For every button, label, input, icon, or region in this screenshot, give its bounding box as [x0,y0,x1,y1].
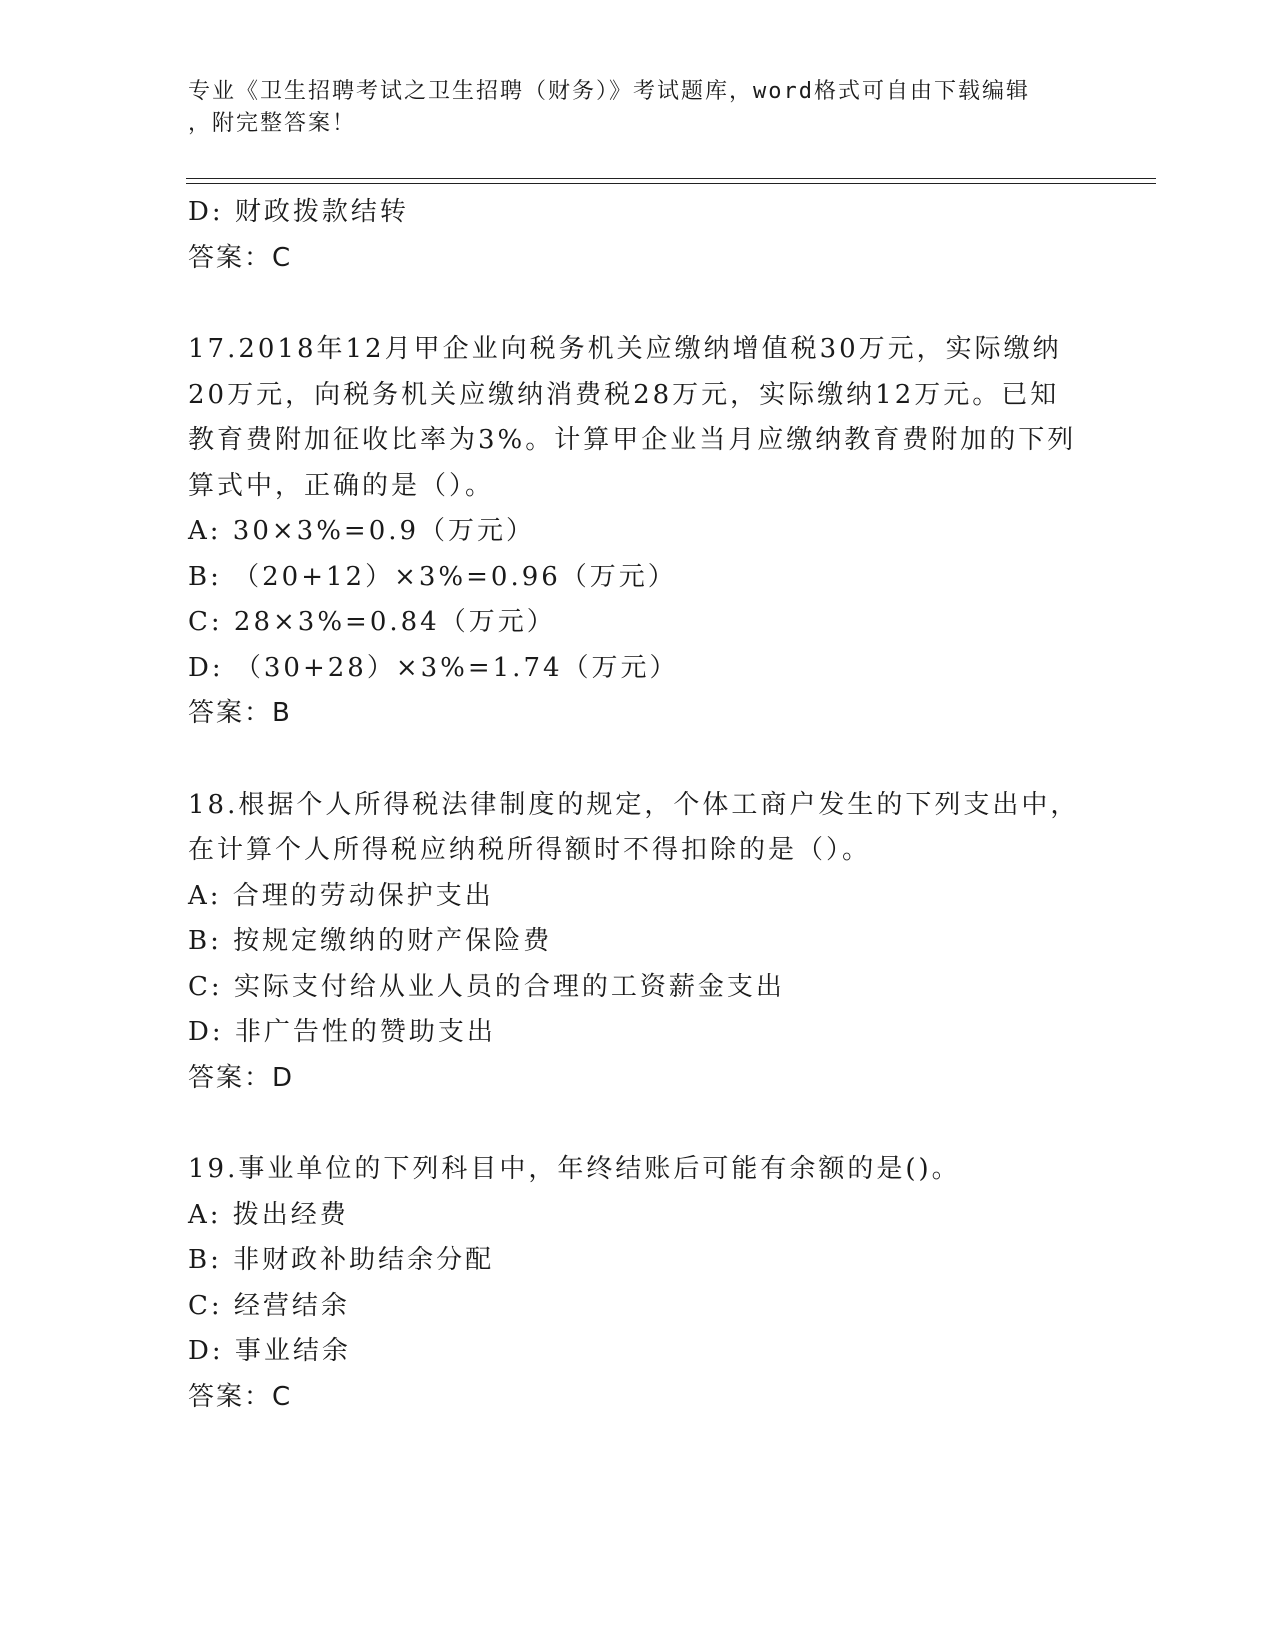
question-19 [188,1147,1088,1420]
option-b: B: 按规定缴纳的财产保险费 [188,926,553,956]
option-c: C: 实际支付给从业人员的合理的工资薪金支出 [188,971,785,1002]
option-a: A: 拨出经费 [188,1199,349,1230]
spacer [188,281,1088,327]
question-18 [188,783,1088,1102]
option-c: C: 经营结余 [188,1290,350,1321]
document-header [188,76,1068,140]
option-a: A: 30×3%=0.9（万元） [188,516,536,546]
question-stem-line: 18.根据个人所得税法律制度的规定，个体工商户发生的下列支出中， [188,789,1080,820]
option-d: D: 事业结余 [188,1336,351,1366]
header-divider-top [186,178,1156,179]
option-a: A: 合理的劳动保护支出 [188,880,494,911]
question-stem-line: 教育费附加征收比率为3%。计算甲企业当月应缴纳教育费附加的下列 [188,425,1077,455]
answer: 答案：C [188,1381,293,1412]
question-stem-line: 算式中，正确的是（）。 [188,470,495,501]
spacer [188,1101,1088,1147]
question-16-tail [188,190,1088,281]
option-d: D: 非广告性的赞助支出 [188,1017,496,1047]
header-divider-bottom [186,183,1156,184]
document-body [188,190,1088,1420]
question-stem-line: 17.2018年12月甲企业向税务机关应缴纳增值税30万元，实际缴纳 [188,334,1062,364]
option-c: C: 28×3%=0.84（万元） [188,607,556,637]
option-b: B: 非财政补助结余分配 [188,1245,495,1275]
option-d: D: 财政拨款结转 [188,197,409,227]
question-stem-line: 20万元，向税务机关应缴纳消费税28万元，实际缴纳12万元。已知 [188,379,1060,410]
question-stem-line: 在计算个人所得税应纳税所得额时不得扣除的是（）。 [188,835,872,865]
spacer [188,737,1088,783]
header-line-1: 专业《卫生招聘考试之卫生招聘（财务）》考试题库，word格式可自由下载编辑 [188,79,1030,104]
question-17 [188,327,1088,737]
option-b: B: （20+12）×3%=0.96（万元） [188,561,677,592]
option-d: D: （30+28）×3%=1.74（万元） [188,652,679,683]
question-stem-line: 19.事业单位的下列科目中，年终结账后可能有余额的是()。 [188,1154,961,1184]
answer: 答案：B [188,698,292,728]
header-line-2: ，附完整答案！ [188,111,357,136]
answer: 答案：D [188,1062,295,1093]
answer: 答案：C [188,242,293,273]
